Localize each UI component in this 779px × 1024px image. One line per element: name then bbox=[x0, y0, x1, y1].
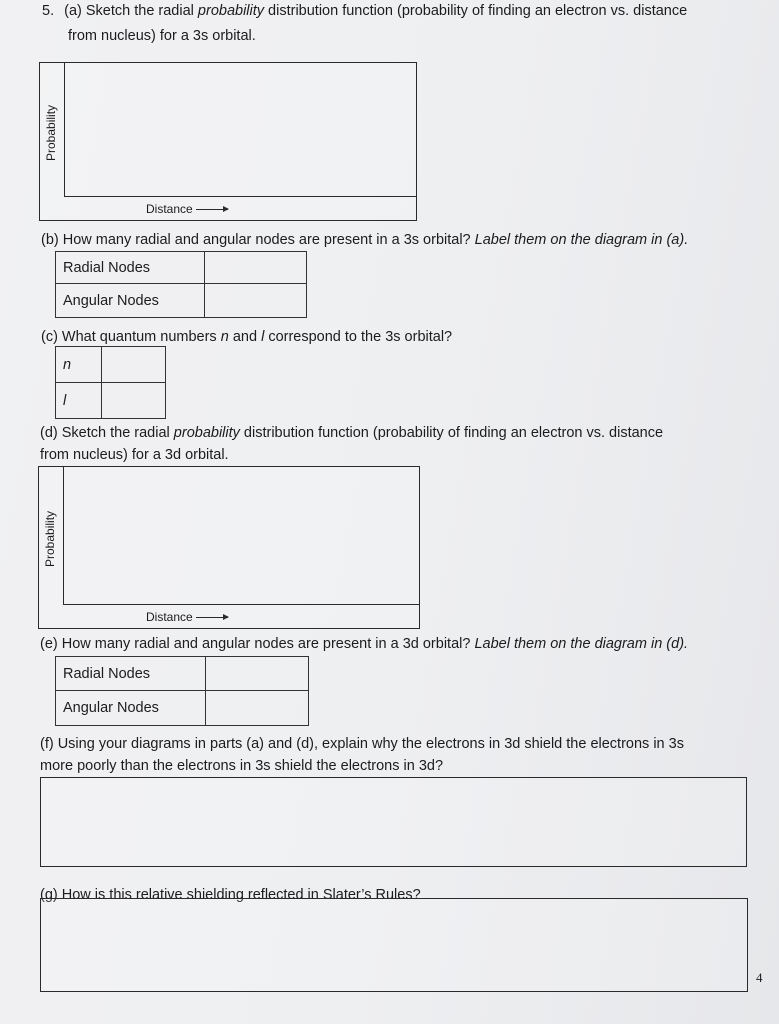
quantum-n-label: n bbox=[56, 347, 102, 383]
table-row bbox=[56, 383, 166, 419]
question-5f-line2: more poorly than the electrons in 3s shield the electrons in 3d? bbox=[40, 758, 444, 774]
answer-box-g[interactable] bbox=[40, 898, 748, 992]
angular-nodes-answer-cell[interactable] bbox=[206, 691, 309, 726]
graph-d-box[interactable] bbox=[38, 466, 420, 629]
question-5b-italic: Label them on the diagram in (a). bbox=[474, 232, 689, 248]
question-5b-text: (b) How many radial and angular nodes are present in a 3s orbital? bbox=[41, 232, 471, 248]
graph-d-y-axis bbox=[63, 467, 64, 604]
table-row bbox=[56, 347, 166, 383]
table-row bbox=[56, 657, 309, 691]
question-5c-text-post: correspond to the 3s orbital? bbox=[268, 329, 453, 345]
question-5a-italic: probability bbox=[197, 3, 265, 19]
radial-nodes-answer-cell[interactable] bbox=[205, 252, 307, 284]
question-5c-l: l bbox=[261, 329, 265, 345]
table-3s-nodes bbox=[55, 251, 307, 318]
question-5a-rest: distribution function (probability of finding an electron vs. distance bbox=[268, 3, 688, 19]
question-5c-text-pre: (c) What quantum numbers bbox=[41, 329, 217, 345]
question-5d bbox=[40, 424, 760, 443]
quantum-n-answer-cell[interactable] bbox=[102, 347, 166, 383]
question-5d-rest: distribution function (probability of finding an electron vs. distance bbox=[243, 425, 664, 441]
graph-a-xlabel-text: Distance bbox=[146, 202, 193, 216]
question-5c-and: and bbox=[232, 329, 258, 345]
radial-nodes-answer-cell[interactable] bbox=[206, 657, 309, 691]
arrow-right-icon bbox=[196, 209, 228, 210]
angular-nodes-answer-cell[interactable] bbox=[205, 284, 307, 318]
graph-d-xlabel bbox=[146, 610, 228, 624]
table-row bbox=[56, 252, 307, 284]
page-number: 4 bbox=[756, 970, 763, 985]
question-5d-italic: probability bbox=[173, 425, 240, 441]
question-5d-text: (d) Sketch the radial bbox=[40, 425, 170, 441]
question-5a-line2: from nucleus) for a 3s orbital. bbox=[68, 28, 256, 44]
question-5d-line2: from nucleus) for a 3d orbital. bbox=[40, 447, 229, 463]
graph-d-x-axis bbox=[63, 604, 419, 605]
question-5g: (g) How is this relative shielding reflected in Slater’s Rules? bbox=[40, 887, 421, 903]
arrow-right-icon bbox=[196, 617, 228, 618]
question-number: 5. bbox=[42, 3, 55, 19]
answer-box-f[interactable] bbox=[40, 777, 747, 867]
graph-a-x-axis bbox=[64, 196, 416, 197]
angular-nodes-label: Angular Nodes bbox=[56, 691, 206, 726]
table-row bbox=[56, 691, 309, 726]
question-5f-line1: (f) Using your diagrams in parts (a) and (d), explain why the electrons in 3d shield the electrons in 3s bbox=[40, 736, 684, 752]
question-5b bbox=[41, 231, 761, 250]
table-quantum-numbers bbox=[55, 346, 166, 419]
graph-a-xlabel bbox=[146, 202, 228, 216]
question-5e-italic: Label them on the diagram in (d). bbox=[474, 636, 689, 652]
question-5a-text: (a) Sketch the radial bbox=[64, 3, 194, 19]
quantum-l-label: l bbox=[56, 383, 102, 419]
radial-nodes-label: Radial Nodes bbox=[56, 657, 206, 691]
graph-d-ylabel: Probability bbox=[43, 510, 57, 567]
graph-a-box[interactable] bbox=[39, 62, 417, 221]
question-5e bbox=[40, 635, 770, 654]
angular-nodes-label: Angular Nodes bbox=[56, 284, 205, 318]
question-5a bbox=[42, 2, 752, 21]
question-5e-text: (e) How many radial and angular nodes are present in a 3d orbital? bbox=[40, 636, 471, 652]
radial-nodes-label: Radial Nodes bbox=[56, 252, 205, 284]
graph-d-xlabel-text: Distance bbox=[146, 610, 193, 624]
table-row bbox=[56, 284, 307, 318]
quantum-l-answer-cell[interactable] bbox=[102, 383, 166, 419]
question-5c-n: n bbox=[220, 329, 229, 345]
graph-a-y-axis bbox=[64, 63, 65, 196]
table-3d-nodes bbox=[55, 656, 309, 726]
graph-a-ylabel: Probability bbox=[44, 104, 58, 161]
question-5c bbox=[41, 328, 452, 347]
